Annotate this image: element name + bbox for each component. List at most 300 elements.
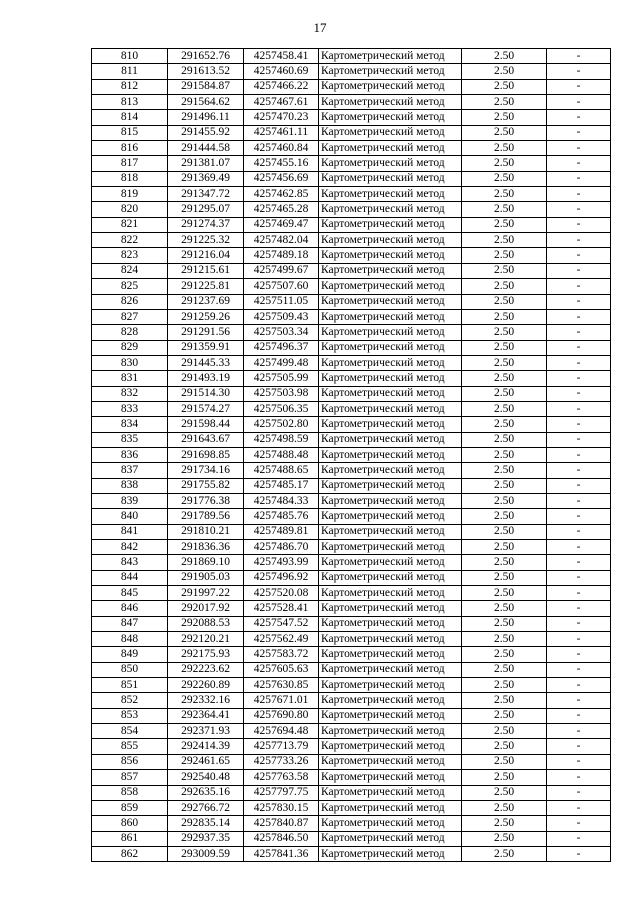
description-cell: - — [547, 217, 611, 232]
description-cell: - — [547, 555, 611, 570]
x-coordinate-cell: 291455.92 — [168, 125, 244, 140]
accuracy-cell: 2.50 — [462, 570, 547, 585]
method-cell: Картометрический метод — [319, 171, 462, 186]
description-cell: - — [547, 248, 611, 263]
description-cell: - — [547, 831, 611, 846]
accuracy-cell: 2.50 — [462, 540, 547, 555]
table-row — [92, 708, 611, 723]
y-coordinate-cell: 4257841.36 — [244, 846, 319, 861]
method-cell: Картометрический метод — [319, 540, 462, 555]
x-coordinate-cell: 291493.19 — [168, 371, 244, 386]
method-cell: Картометрический метод — [319, 95, 462, 110]
accuracy-cell: 2.50 — [462, 447, 547, 462]
description-cell: - — [547, 509, 611, 524]
point-number-cell: 831 — [92, 371, 168, 386]
method-cell: Картометрический метод — [319, 447, 462, 462]
method-cell: Картометрический метод — [319, 816, 462, 831]
table-row — [92, 540, 611, 555]
point-number-cell: 858 — [92, 785, 168, 800]
table-row — [92, 233, 611, 248]
y-coordinate-cell: 4257846.50 — [244, 831, 319, 846]
y-coordinate-cell: 4257461.11 — [244, 125, 319, 140]
method-cell: Картометрический метод — [319, 125, 462, 140]
table-row — [92, 509, 611, 524]
method-cell: Картометрический метод — [319, 662, 462, 677]
y-coordinate-cell: 4257485.17 — [244, 478, 319, 493]
method-cell: Картометрический метод — [319, 386, 462, 401]
point-number-cell: 860 — [92, 816, 168, 831]
y-coordinate-cell: 4257562.49 — [244, 632, 319, 647]
point-number-cell: 812 — [92, 79, 168, 94]
accuracy-cell: 2.50 — [462, 524, 547, 539]
y-coordinate-cell: 4257488.48 — [244, 447, 319, 462]
table-row — [92, 325, 611, 340]
x-coordinate-cell: 292175.93 — [168, 647, 244, 662]
y-coordinate-cell: 4257484.33 — [244, 493, 319, 508]
x-coordinate-cell: 291613.52 — [168, 64, 244, 79]
y-coordinate-cell: 4257499.48 — [244, 355, 319, 370]
table-row — [92, 141, 611, 156]
description-cell: - — [547, 325, 611, 340]
description-cell: - — [547, 309, 611, 324]
accuracy-cell: 2.50 — [462, 279, 547, 294]
point-number-cell: 811 — [92, 64, 168, 79]
x-coordinate-cell: 291584.87 — [168, 79, 244, 94]
point-number-cell: 835 — [92, 432, 168, 447]
method-cell: Картометрический метод — [319, 509, 462, 524]
accuracy-cell: 2.50 — [462, 371, 547, 386]
method-cell: Картометрический метод — [319, 141, 462, 156]
point-number-cell: 819 — [92, 187, 168, 202]
x-coordinate-cell: 291564.62 — [168, 95, 244, 110]
method-cell: Картометрический метод — [319, 325, 462, 340]
point-number-cell: 813 — [92, 95, 168, 110]
accuracy-cell: 2.50 — [462, 309, 547, 324]
y-coordinate-cell: 4257498.59 — [244, 432, 319, 447]
table-row — [92, 355, 611, 370]
point-number-cell: 816 — [92, 141, 168, 156]
point-number-cell: 837 — [92, 463, 168, 478]
description-cell: - — [547, 616, 611, 631]
point-number-cell: 814 — [92, 110, 168, 125]
method-cell: Картометрический метод — [319, 110, 462, 125]
point-number-cell: 832 — [92, 386, 168, 401]
y-coordinate-cell: 4257460.69 — [244, 64, 319, 79]
table-row — [92, 693, 611, 708]
table-row — [92, 202, 611, 217]
table-row — [92, 662, 611, 677]
accuracy-cell: 2.50 — [462, 386, 547, 401]
point-number-cell: 853 — [92, 708, 168, 723]
y-coordinate-cell: 4257466.22 — [244, 79, 319, 94]
y-coordinate-cell: 4257583.72 — [244, 647, 319, 662]
point-number-cell: 848 — [92, 632, 168, 647]
point-number-cell: 824 — [92, 263, 168, 278]
y-coordinate-cell: 4257496.92 — [244, 570, 319, 585]
accuracy-cell: 2.50 — [462, 800, 547, 815]
point-number-cell: 855 — [92, 739, 168, 754]
x-coordinate-cell: 292223.62 — [168, 662, 244, 677]
description-cell: - — [547, 187, 611, 202]
description-cell: - — [547, 693, 611, 708]
table-row — [92, 555, 611, 570]
point-number-cell: 842 — [92, 540, 168, 555]
point-number-cell: 859 — [92, 800, 168, 815]
description-cell: - — [547, 678, 611, 693]
y-coordinate-cell: 4257470.23 — [244, 110, 319, 125]
x-coordinate-cell: 292332.16 — [168, 693, 244, 708]
point-number-cell: 823 — [92, 248, 168, 263]
description-cell: - — [547, 156, 611, 171]
accuracy-cell: 2.50 — [462, 141, 547, 156]
method-cell: Картометрический метод — [319, 417, 462, 432]
x-coordinate-cell: 291291.56 — [168, 325, 244, 340]
table-row — [92, 816, 611, 831]
accuracy-cell: 2.50 — [462, 64, 547, 79]
description-cell: - — [547, 386, 611, 401]
accuracy-cell: 2.50 — [462, 340, 547, 355]
table-row — [92, 279, 611, 294]
y-coordinate-cell: 4257505.99 — [244, 371, 319, 386]
x-coordinate-cell: 291225.81 — [168, 279, 244, 294]
x-coordinate-cell: 292364.41 — [168, 708, 244, 723]
accuracy-cell: 2.50 — [462, 156, 547, 171]
table-row — [92, 187, 611, 202]
description-cell: - — [547, 279, 611, 294]
point-number-cell: 833 — [92, 401, 168, 416]
x-coordinate-cell: 291789.56 — [168, 509, 244, 524]
description-cell: - — [547, 447, 611, 462]
point-number-cell: 856 — [92, 754, 168, 769]
y-coordinate-cell: 4257503.98 — [244, 386, 319, 401]
x-coordinate-cell: 291445.33 — [168, 355, 244, 370]
table-row — [92, 846, 611, 861]
point-number-cell: 828 — [92, 325, 168, 340]
x-coordinate-cell: 292414.39 — [168, 739, 244, 754]
point-number-cell: 850 — [92, 662, 168, 677]
accuracy-cell: 2.50 — [462, 248, 547, 263]
table-row — [92, 785, 611, 800]
y-coordinate-cell: 4257630.85 — [244, 678, 319, 693]
y-coordinate-cell: 4257511.05 — [244, 294, 319, 309]
method-cell: Картометрический метод — [319, 846, 462, 861]
y-coordinate-cell: 4257503.34 — [244, 325, 319, 340]
accuracy-cell: 2.50 — [462, 263, 547, 278]
y-coordinate-cell: 4257460.84 — [244, 141, 319, 156]
point-number-cell: 841 — [92, 524, 168, 539]
accuracy-cell: 2.50 — [462, 478, 547, 493]
description-cell: - — [547, 64, 611, 79]
x-coordinate-cell: 291905.03 — [168, 570, 244, 585]
accuracy-cell: 2.50 — [462, 79, 547, 94]
y-coordinate-cell: 4257763.58 — [244, 770, 319, 785]
description-cell: - — [547, 355, 611, 370]
x-coordinate-cell: 291225.32 — [168, 233, 244, 248]
method-cell: Картометрический метод — [319, 586, 462, 601]
x-coordinate-cell: 291295.07 — [168, 202, 244, 217]
accuracy-cell: 2.50 — [462, 432, 547, 447]
description-cell: - — [547, 340, 611, 355]
x-coordinate-cell: 291652.76 — [168, 49, 244, 64]
method-cell: Картометрический метод — [319, 248, 462, 263]
description-cell: - — [547, 463, 611, 478]
x-coordinate-cell: 291643.67 — [168, 432, 244, 447]
method-cell: Картометрический метод — [319, 601, 462, 616]
accuracy-cell: 2.50 — [462, 233, 547, 248]
y-coordinate-cell: 4257458.41 — [244, 49, 319, 64]
point-number-cell: 852 — [92, 693, 168, 708]
accuracy-cell: 2.50 — [462, 125, 547, 140]
y-coordinate-cell: 4257506.35 — [244, 401, 319, 416]
accuracy-cell: 2.50 — [462, 417, 547, 432]
y-coordinate-cell: 4257467.61 — [244, 95, 319, 110]
description-cell: - — [547, 171, 611, 186]
description-cell: - — [547, 724, 611, 739]
table-row — [92, 171, 611, 186]
point-number-cell: 861 — [92, 831, 168, 846]
table-row — [92, 432, 611, 447]
accuracy-cell: 2.50 — [462, 831, 547, 846]
x-coordinate-cell: 292766.72 — [168, 800, 244, 815]
description-cell: - — [547, 417, 611, 432]
table-row — [92, 463, 611, 478]
point-number-cell: 839 — [92, 493, 168, 508]
table-row — [92, 586, 611, 601]
method-cell: Картометрический метод — [319, 570, 462, 585]
method-cell: Картометрический метод — [319, 371, 462, 386]
description-cell: - — [547, 493, 611, 508]
table-row — [92, 616, 611, 631]
description-cell: - — [547, 846, 611, 861]
y-coordinate-cell: 4257797.75 — [244, 785, 319, 800]
description-cell: - — [547, 233, 611, 248]
x-coordinate-cell: 291259.26 — [168, 309, 244, 324]
point-number-cell: 838 — [92, 478, 168, 493]
y-coordinate-cell: 4257528.41 — [244, 601, 319, 616]
table-row — [92, 340, 611, 355]
method-cell: Картометрический метод — [319, 263, 462, 278]
table-row — [92, 49, 611, 64]
x-coordinate-cell: 291869.10 — [168, 555, 244, 570]
point-number-cell: 840 — [92, 509, 168, 524]
description-cell: - — [547, 432, 611, 447]
point-number-cell: 847 — [92, 616, 168, 631]
accuracy-cell: 2.50 — [462, 770, 547, 785]
description-cell: - — [547, 125, 611, 140]
table-row — [92, 570, 611, 585]
accuracy-cell: 2.50 — [462, 401, 547, 416]
table-row — [92, 110, 611, 125]
table-row — [92, 217, 611, 232]
accuracy-cell: 2.50 — [462, 187, 547, 202]
x-coordinate-cell: 291216.04 — [168, 248, 244, 263]
method-cell: Картометрический метод — [319, 493, 462, 508]
point-number-cell: 825 — [92, 279, 168, 294]
y-coordinate-cell: 4257462.85 — [244, 187, 319, 202]
x-coordinate-cell: 291514.30 — [168, 386, 244, 401]
point-number-cell: 821 — [92, 217, 168, 232]
description-cell: - — [547, 708, 611, 723]
table-row — [92, 754, 611, 769]
method-cell: Картометрический метод — [319, 279, 462, 294]
method-cell: Картометрический метод — [319, 463, 462, 478]
accuracy-cell: 2.50 — [462, 355, 547, 370]
table-row — [92, 678, 611, 693]
description-cell: - — [547, 524, 611, 539]
x-coordinate-cell: 291997.22 — [168, 586, 244, 601]
method-cell: Картометрический метод — [319, 202, 462, 217]
accuracy-cell: 2.50 — [462, 325, 547, 340]
table-row — [92, 95, 611, 110]
y-coordinate-cell: 4257713.79 — [244, 739, 319, 754]
description-cell: - — [547, 662, 611, 677]
table-row — [92, 632, 611, 647]
y-coordinate-cell: 4257547.52 — [244, 616, 319, 631]
accuracy-cell: 2.50 — [462, 555, 547, 570]
x-coordinate-cell: 291381.07 — [168, 156, 244, 171]
point-number-cell: 827 — [92, 309, 168, 324]
accuracy-cell: 2.50 — [462, 509, 547, 524]
x-coordinate-cell: 291755.82 — [168, 478, 244, 493]
y-coordinate-cell: 4257507.60 — [244, 279, 319, 294]
point-number-cell: 849 — [92, 647, 168, 662]
y-coordinate-cell: 4257690.80 — [244, 708, 319, 723]
accuracy-cell: 2.50 — [462, 754, 547, 769]
description-cell: - — [547, 754, 611, 769]
x-coordinate-cell: 292540.48 — [168, 770, 244, 785]
x-coordinate-cell: 291698.85 — [168, 447, 244, 462]
method-cell: Картометрический метод — [319, 187, 462, 202]
method-cell: Картометрический метод — [319, 79, 462, 94]
y-coordinate-cell: 4257733.26 — [244, 754, 319, 769]
point-number-cell: 834 — [92, 417, 168, 432]
x-coordinate-cell: 291496.11 — [168, 110, 244, 125]
method-cell: Картометрический метод — [319, 555, 462, 570]
description-cell: - — [547, 540, 611, 555]
y-coordinate-cell: 4257485.76 — [244, 509, 319, 524]
method-cell: Картометрический метод — [319, 754, 462, 769]
y-coordinate-cell: 4257455.16 — [244, 156, 319, 171]
table-row — [92, 770, 611, 785]
point-number-cell: 857 — [92, 770, 168, 785]
y-coordinate-cell: 4257499.67 — [244, 263, 319, 278]
x-coordinate-cell: 291237.69 — [168, 294, 244, 309]
y-coordinate-cell: 4257694.48 — [244, 724, 319, 739]
method-cell: Картометрический метод — [319, 693, 462, 708]
method-cell: Картометрический метод — [319, 49, 462, 64]
method-cell: Картометрический метод — [319, 401, 462, 416]
method-cell: Картометрический метод — [319, 785, 462, 800]
accuracy-cell: 2.50 — [462, 95, 547, 110]
coordinates-table — [91, 48, 611, 862]
y-coordinate-cell: 4257486.70 — [244, 540, 319, 555]
point-number-cell: 851 — [92, 678, 168, 693]
y-coordinate-cell: 4257493.99 — [244, 555, 319, 570]
description-cell: - — [547, 770, 611, 785]
table-row — [92, 417, 611, 432]
description-cell: - — [547, 202, 611, 217]
x-coordinate-cell: 292120.21 — [168, 632, 244, 647]
x-coordinate-cell: 293009.59 — [168, 846, 244, 861]
table-row — [92, 601, 611, 616]
y-coordinate-cell: 4257509.43 — [244, 309, 319, 324]
point-number-cell: 843 — [92, 555, 168, 570]
method-cell: Картометрический метод — [319, 724, 462, 739]
method-cell: Картометрический метод — [319, 678, 462, 693]
accuracy-cell: 2.50 — [462, 647, 547, 662]
x-coordinate-cell: 291836.36 — [168, 540, 244, 555]
method-cell: Картометрический метод — [319, 770, 462, 785]
x-coordinate-cell: 291215.61 — [168, 263, 244, 278]
accuracy-cell: 2.50 — [462, 110, 547, 125]
description-cell: - — [547, 570, 611, 585]
point-number-cell: 822 — [92, 233, 168, 248]
description-cell: - — [547, 49, 611, 64]
table-row — [92, 478, 611, 493]
accuracy-cell: 2.50 — [462, 693, 547, 708]
x-coordinate-cell: 291810.21 — [168, 524, 244, 539]
method-cell: Картометрический метод — [319, 632, 462, 647]
x-coordinate-cell: 291347.72 — [168, 187, 244, 202]
table-row — [92, 309, 611, 324]
accuracy-cell: 2.50 — [462, 49, 547, 64]
method-cell: Картометрический метод — [319, 739, 462, 754]
description-cell: - — [547, 601, 611, 616]
y-coordinate-cell: 4257840.87 — [244, 816, 319, 831]
description-cell: - — [547, 294, 611, 309]
y-coordinate-cell: 4257605.63 — [244, 662, 319, 677]
page-number: 17 — [313, 20, 327, 35]
table-row — [92, 831, 611, 846]
y-coordinate-cell: 4257456.69 — [244, 171, 319, 186]
accuracy-cell: 2.50 — [462, 724, 547, 739]
point-number-cell: 818 — [92, 171, 168, 186]
point-number-cell: 854 — [92, 724, 168, 739]
x-coordinate-cell: 291444.58 — [168, 141, 244, 156]
coordinates-table-body — [92, 49, 611, 862]
description-cell: - — [547, 739, 611, 754]
method-cell: Картометрический метод — [319, 294, 462, 309]
method-cell: Картометрический метод — [319, 432, 462, 447]
description-cell: - — [547, 478, 611, 493]
point-number-cell: 817 — [92, 156, 168, 171]
accuracy-cell: 2.50 — [462, 739, 547, 754]
x-coordinate-cell: 291598.44 — [168, 417, 244, 432]
table-row — [92, 739, 611, 754]
point-number-cell: 845 — [92, 586, 168, 601]
point-number-cell: 820 — [92, 202, 168, 217]
point-number-cell: 810 — [92, 49, 168, 64]
table-row — [92, 371, 611, 386]
y-coordinate-cell: 4257502.80 — [244, 417, 319, 432]
method-cell: Картометрический метод — [319, 831, 462, 846]
description-cell: - — [547, 110, 611, 125]
x-coordinate-cell: 292371.93 — [168, 724, 244, 739]
method-cell: Картометрический метод — [319, 156, 462, 171]
table-row — [92, 647, 611, 662]
table-row — [92, 724, 611, 739]
method-cell: Картометрический метод — [319, 233, 462, 248]
y-coordinate-cell: 4257520.08 — [244, 586, 319, 601]
method-cell: Картометрический метод — [319, 355, 462, 370]
table-row — [92, 401, 611, 416]
table-row — [92, 800, 611, 815]
x-coordinate-cell: 291274.37 — [168, 217, 244, 232]
x-coordinate-cell: 291734.16 — [168, 463, 244, 478]
description-cell: - — [547, 263, 611, 278]
y-coordinate-cell: 4257671.01 — [244, 693, 319, 708]
table-row — [92, 447, 611, 462]
